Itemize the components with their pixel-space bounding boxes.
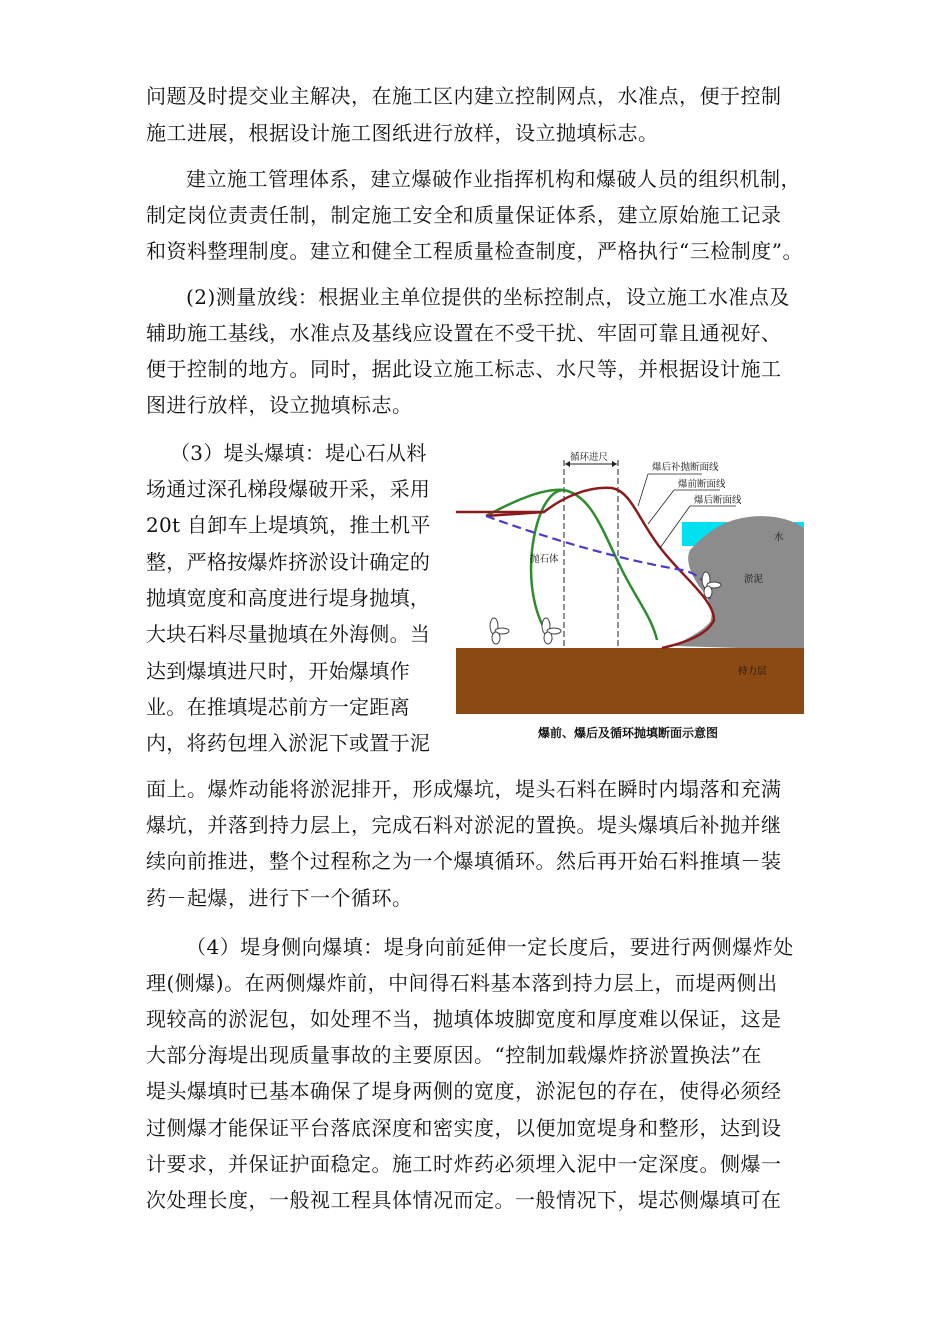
blasting-section-diagram <box>452 450 804 720</box>
text-line: 建立施工管理体系，建立爆破作业指挥机构和爆破人员的组织机制， <box>186 167 801 191</box>
text-line: 达到爆填进尺时，开始爆填作 <box>146 659 410 683</box>
charge-icon-middle <box>542 618 561 644</box>
text-line: 问题及时提交业主解决，在施工区内建立控制网点，水准点，便于控制 <box>146 84 782 108</box>
text-line: 堤头爆填时已基本确保了堤身两侧的宽度，淤泥包的存在，使得必须经 <box>146 1079 782 1103</box>
text-line: 场通过深孔梯段爆破开采，采用 <box>146 477 431 501</box>
text-line: 整，严格按爆炸挤淤设计确定的 <box>146 550 431 574</box>
text-line: （4）堤身侧向爆填：堤身向前延伸一定长度后，要进行两侧爆炸处 <box>186 935 794 959</box>
text-line: 施工进展，根据设计施工图纸进行放样，设立抛填标志。 <box>146 121 659 145</box>
text-line: 辅助施工基线，水准点及基线应设置在不受干扰、牢固可靠且通视好、 <box>146 321 782 345</box>
text-line: 现较高的淤泥包，如处理不当，抛填体坡脚宽度和厚度难以保证，这是 <box>146 1007 782 1031</box>
text-line: 药－起爆，进行下一个循环。 <box>146 886 413 910</box>
text-line: 计要求，并保证护面稳定。施工时炸药必须埋入泥中一定深度。侧爆一 <box>146 1152 782 1176</box>
text-line: 大块石料尽量抛填在外海侧。当 <box>146 622 431 646</box>
text-line: 过侧爆才能保证平台落底深度和密实度，以便加宽堤身和整形，达到设 <box>146 1116 782 1140</box>
text-line: 续向前推进，整个过程称之为一个爆填循环。然后再开始石料推填－装 <box>146 849 782 873</box>
label-after: 爆后断面线 <box>694 495 742 506</box>
text-line: 面上。爆炸动能将淤泥排开，形成爆坑，堤头石料在瞬时内塌落和充满 <box>146 777 782 801</box>
text-line: 理(侧爆)。在两侧爆炸前，中间得石料基本落到持力层上，而堤两侧出 <box>146 971 778 995</box>
after-blast-line <box>486 516 710 600</box>
text-line: 爆坑，并落到持力层上，完成石料对淤泥的置换。堤头爆填后补抛并继 <box>146 813 782 837</box>
label-mud: 淤泥 <box>744 574 764 585</box>
charge-icon-left <box>490 618 509 644</box>
label-after-refill: 爆后补抛断面线 <box>652 462 719 473</box>
label-before: 爆前断面线 <box>678 479 726 490</box>
text-line: 内，将药包埋入淤泥下或置于泥 <box>146 731 431 755</box>
text-line: 20t 自卸车上堤填筑，推土机平 <box>146 513 431 537</box>
text-line: 抛填宽度和高度进行堤身抛填， <box>146 586 431 610</box>
figure-caption: 爆前、爆后及循环抛填断面示意图 <box>537 726 718 740</box>
text-line: （3）堤头爆填：堤心石从料 <box>170 441 427 465</box>
text-line: 业。在推填堤芯前方一定距离 <box>146 695 410 719</box>
cycle-arrow-head-right <box>612 461 617 467</box>
text-line: 制定岗位责责任制，制定施工安全和质量保证体系，建立原始施工记录 <box>146 203 782 227</box>
leader-before <box>648 490 674 524</box>
text-line: 图进行放样，设立抛填标志。 <box>146 393 413 417</box>
text-line: (2)测量放线：根据业主单位提供的坐标控制点，设立施工水准点及 <box>186 285 790 309</box>
leader-refill <box>638 474 648 506</box>
label-rockfill: 抛石体 <box>530 554 559 565</box>
text-line: 大部分海堤出现质量事故的主要原因。“控制加载爆炸挤淤置换法”在 <box>146 1043 762 1067</box>
bearing-layer-area <box>456 648 804 714</box>
label-bearing: 持力层 <box>738 666 767 677</box>
text-line: 便于控制的地方。同时，据此设立施工标志、水尺等，并根据设计施工 <box>146 357 782 381</box>
text-line: 和资料整理制度。建立和健全工程质量检查制度，严格执行“三检制度”。 <box>146 239 803 263</box>
label-water: 水 <box>774 532 784 543</box>
label-cycle: 循环进尺 <box>570 452 609 463</box>
text-line: 次处理长度，一般视工程具体情况而定。一般情况下，堤芯侧爆填可在 <box>146 1188 782 1212</box>
